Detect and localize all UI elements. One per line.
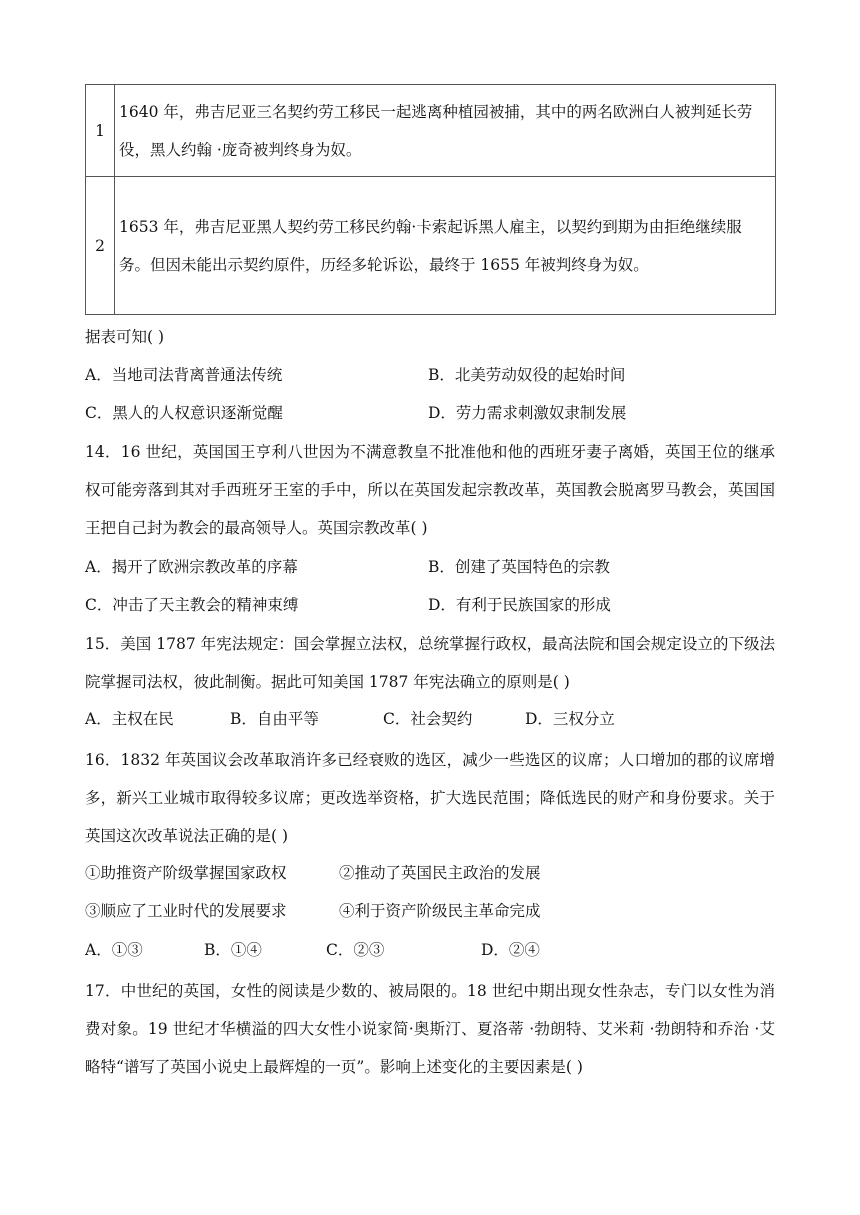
row-text: 1653 年，弗吉尼亚黑人契约劳工移民约翰·卡索起诉黑人雇主，以契约到期为由拒绝继续服务。但因未能出示契约原件，历经多轮诉讼，最终于 1655 年被判终身为奴。 — [115, 177, 776, 315]
q13-option-d[interactable]: D．劳力需求刺激奴隶制发展 — [428, 404, 627, 422]
source-table — [85, 84, 776, 315]
q16-item-4: ④利于资产阶级民主革命完成 — [339, 902, 541, 920]
q16-item-3: ③顺应了工业时代的发展要求 — [85, 902, 287, 920]
q14-option-d[interactable]: D．有利于民族国家的形成 — [428, 596, 611, 614]
row-text: 1640 年，弗吉尼亚三名契约劳工移民一起逃离种植园被捕，其中的两名欧洲白人被判延长劳役，黑人约翰 ·庞奇被判终身为奴。 — [115, 85, 776, 177]
q14-option-b[interactable]: B．创建了英国特色的宗教 — [428, 558, 610, 576]
q13-option-b[interactable]: B．北美劳动奴役的起始时间 — [428, 366, 626, 384]
q16-stem: 16．1832 年英国议会改革取消许多已经衰败的选区，减少一些选区的议席；人口增加的郡的议席增多，新兴工业城市取得较多议席；更改选举资格，扩大选民范围；降低选民的财产和身份要求。关于英国这次改革说法正确的是( ) — [85, 751, 775, 845]
q14-option-a[interactable]: A．揭开了欧洲宗教改革的序幕 — [85, 558, 298, 576]
q15-option-c[interactable]: C．社会契约 — [383, 710, 473, 728]
q14-option-c[interactable]: C．冲击了天主教会的精神束缚 — [85, 596, 299, 614]
q16-item-1: ①助推资产阶级掌握国家政权 — [85, 864, 287, 882]
row-number: 2 — [86, 177, 115, 315]
q16-option-a[interactable]: A．①③ — [85, 941, 143, 959]
q13-stem: 据表可知( ) — [85, 328, 165, 346]
q16-option-c[interactable]: C．②③ — [326, 941, 385, 959]
q15-stem: 15．美国 1787 年宪法规定：国会掌握立法权，总统掌握行政权，最高法院和国会规定设立的下级法院掌握司法权，彼此制衡。据此可知美国 1787 年宪法确立的原则是( ) — [85, 635, 775, 691]
q16-option-b[interactable]: B．①④ — [204, 941, 262, 959]
q15-option-b[interactable]: B．自由平等 — [230, 710, 319, 728]
table-row — [86, 177, 776, 315]
q15-option-a[interactable]: A．主权在民 — [85, 710, 174, 728]
q16-item-2: ②推动了英国民主政治的发展 — [339, 864, 541, 882]
table-row — [86, 85, 776, 177]
q17-stem: 17．中世纪的英国，女性的阅读是少数的、被局限的。18 世纪中期出现女性杂志，专门以女性为消费对象。19 世纪才华横溢的四大女性小说家简·奥斯汀、夏洛蒂 ·勃朗特、艾米莉 ·勃朗特和乔治 ·艾略特“谱写了英国小说史上最辉煌的一页”。影响上述变化的主要因素是( ) — [85, 982, 775, 1076]
q15-option-d[interactable]: D．三权分立 — [525, 710, 615, 728]
q16-option-d[interactable]: D．②④ — [481, 941, 540, 959]
q13-option-a[interactable]: A．当地司法背离普通法传统 — [85, 366, 283, 384]
q13-option-c[interactable]: C．黑人的人权意识逐渐觉醒 — [85, 404, 283, 422]
row-number: 1 — [86, 85, 115, 177]
q14-stem: 14．16 世纪，英国国王亨利八世因为不满意教皇不批准他和他的西班牙妻子离婚，英国王位的继承权可能旁落到其对手西班牙王室的手中，所以在英国发起宗教改革，英国教会脱离罗马教会，英国国王把自己封为教会的最高领导人。英国宗教改革( ) — [85, 443, 775, 537]
